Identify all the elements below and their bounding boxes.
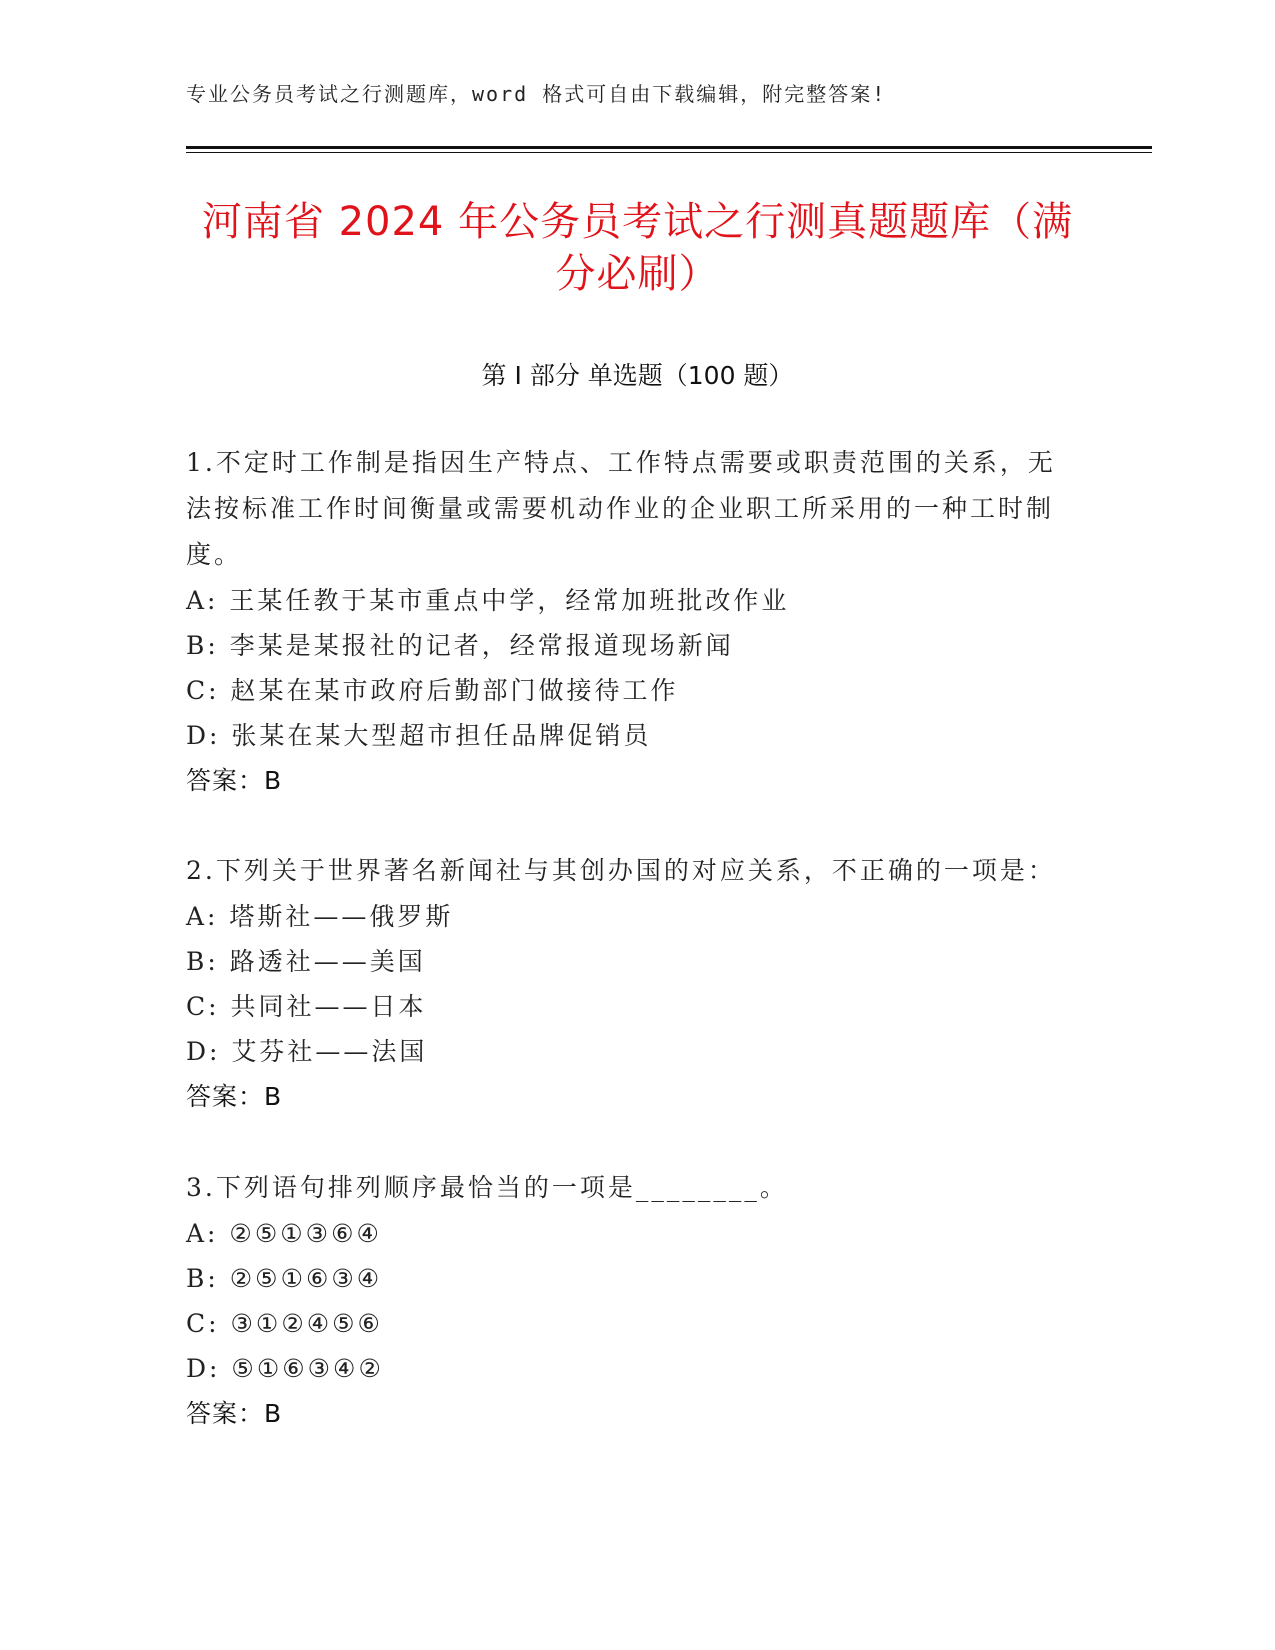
question-stem: 3.下列语句排列顺序最恰当的一项是________。 [186,1173,788,1202]
option-d: D: 张某在某大型超市担任品牌促销员 [186,721,652,750]
answer: 答案：B [186,766,283,795]
option-a: A: ②⑤①③⑥④ [186,1219,382,1248]
option-b: B: ②⑤①⑥③④ [186,1264,383,1293]
option-a: A: 王某任教于某市重点中学，经常加班批改作业 [186,586,790,615]
answer: 答案：B [186,1082,283,1111]
option-b: B: 李某是某报社的记者，经常报道现场新闻 [186,631,734,660]
section-heading: 第 I 部分 单选题（100 题） [481,361,794,390]
option-c: C: 共同社——日本 [186,992,427,1021]
header-rule-thick [186,146,1152,149]
question-stem: 2.下列关于世界著名新闻社与其创办国的对应关系，不正确的一项是： [186,856,1056,885]
header-note: 专业公务员考试之行测题库，word 格式可自由下载编辑，附完整答案! [186,82,887,106]
option-b: B: 路透社——美国 [186,947,426,976]
document-title: 河南省 2024 年公务员考试之行测真题题库（满分必刷） [201,199,1074,297]
header-rule-thin [186,152,1152,153]
option-c: C: 赵某在某市政府后勤部门做接待工作 [186,676,679,705]
question-2 [186,848,1076,1119]
question-stem: 1.不定时工作制是指因生产特点、工作特点需要或职责范围的关系，无法按标准工作时间衡量或需要机动作业的企业职工所采用的一种工时制度。 [186,448,1056,569]
question-1 [186,440,1076,803]
question-spacer [186,803,1076,848]
option-d: D: 艾芬社——法国 [186,1037,428,1066]
question-spacer [186,1119,1076,1165]
question-list [186,440,1076,1436]
answer: 答案：B [186,1399,283,1428]
question-3 [186,1165,1076,1436]
option-d: D: ⑤①⑥③④② [186,1354,384,1383]
option-a: A: 塔斯社——俄罗斯 [186,902,454,931]
option-c: C: ③①②④⑤⑥ [186,1309,383,1338]
